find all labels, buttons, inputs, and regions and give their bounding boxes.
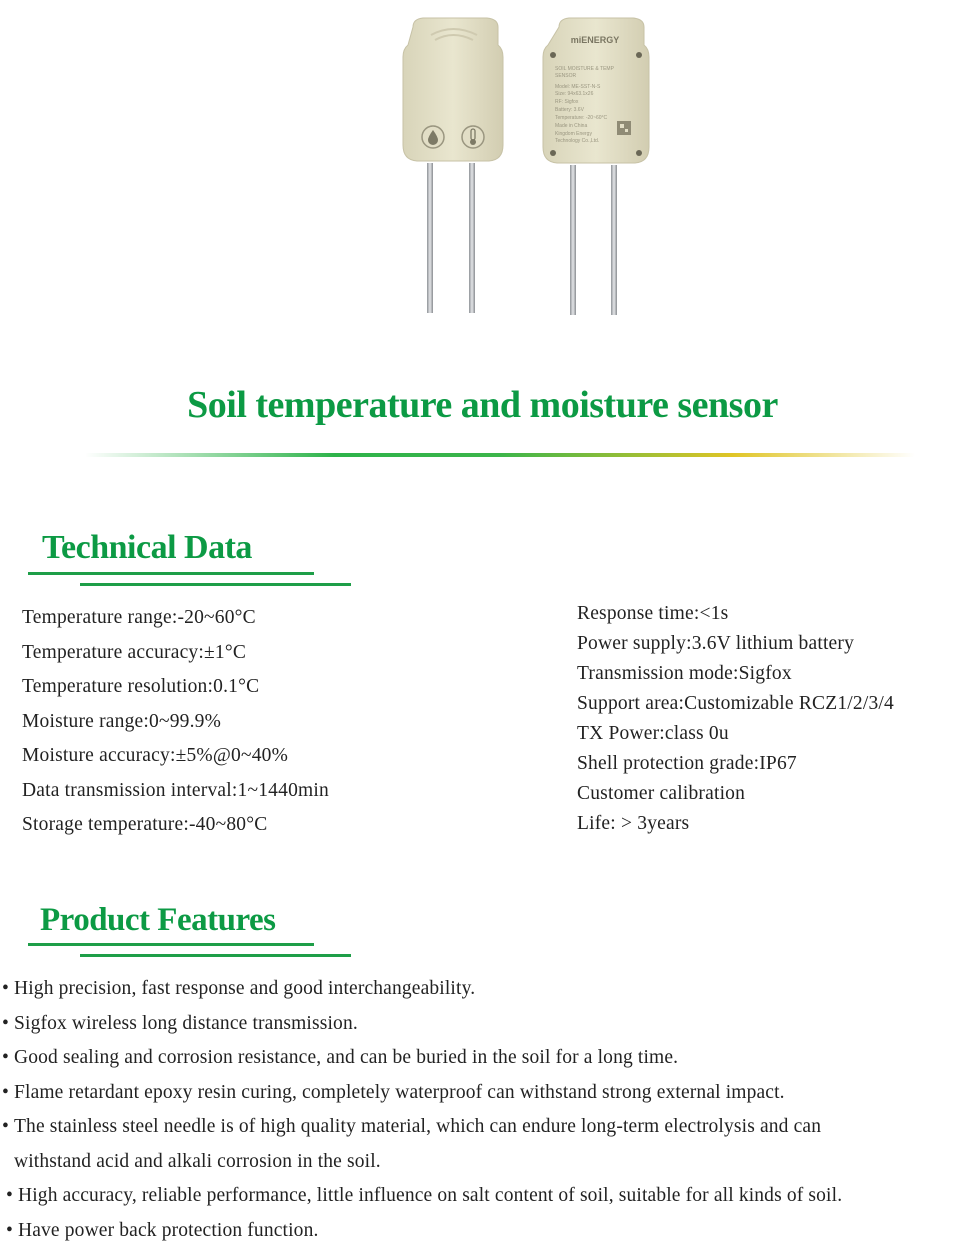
spec-item: Temperature range:-20~60°C	[22, 601, 329, 636]
product-features-heading: Product Features	[40, 904, 276, 937]
feature-item	[0, 1214, 965, 1248]
feature-item	[0, 1110, 965, 1145]
product-image	[395, 15, 665, 320]
spec-item: Power supply:3.6V lithium battery	[577, 629, 894, 659]
spec-item: Temperature accuracy:±1°C	[22, 636, 329, 671]
feature-item	[0, 1007, 965, 1042]
heading-underline	[80, 583, 351, 586]
bullet: •	[2, 972, 14, 1007]
feature-text: Sigfox wireless long distance transmission.	[14, 1013, 358, 1034]
spec-item: Response time:<1s	[577, 599, 894, 629]
label-line: Made in China	[555, 123, 587, 129]
sensor-back-view	[543, 18, 649, 315]
label-line: Size: 94x63.1x26	[555, 91, 594, 97]
spec-item: Storage temperature:-40~80°C	[22, 808, 329, 843]
spec-item: Transmission mode:Sigfox	[577, 659, 894, 689]
feature-item	[0, 972, 965, 1007]
feature-list	[0, 972, 965, 1248]
bullet: •	[2, 1007, 14, 1042]
feature-item	[0, 1041, 965, 1076]
spec-item: TX Power:class 0u	[577, 719, 894, 749]
spec-list-left	[22, 601, 329, 843]
title-divider	[85, 453, 915, 457]
spec-item: Customer calibration	[577, 779, 894, 809]
feature-text: The stainless steel needle is of high quality material, which can endure long-term electrolysis and can	[14, 1116, 821, 1137]
feature-text: Flame retardant epoxy resin curing, completely waterproof can withstand strong external impact.	[14, 1082, 785, 1103]
bullet: •	[2, 1076, 14, 1111]
feature-text: Have power back protection function.	[18, 1220, 319, 1241]
spec-item: Shell protection grade:IP67	[577, 749, 894, 779]
feature-item-continued	[0, 1145, 965, 1180]
spec-list-right	[577, 599, 894, 839]
bullet: •	[2, 1110, 14, 1145]
spec-item: Data transmission interval:1~1440min	[22, 774, 329, 809]
label-line: Battery: 3.6V	[555, 107, 585, 113]
spec-item: Temperature resolution:0.1°C	[22, 670, 329, 705]
feature-text: High precision, fast response and good interchangeability.	[14, 978, 475, 999]
spec-item: Moisture range:0~99.9%	[22, 705, 329, 740]
label-line: Temperature: -20~60°C	[555, 115, 608, 121]
label-line: RF: Sigfox	[555, 99, 579, 105]
spec-item: Moisture accuracy:±5%@0~40%	[22, 739, 329, 774]
label-line: Kingdom Energy	[555, 131, 592, 137]
feature-item	[0, 1076, 965, 1111]
label-line: SENSOR	[555, 73, 577, 79]
label-line: SOIL MOISTURE & TEMP	[555, 66, 615, 72]
heading-underline	[80, 954, 351, 957]
bullet: •	[6, 1214, 18, 1248]
label-line: Technology Co.,Ltd.	[555, 138, 599, 144]
sensor-front-view	[403, 18, 503, 313]
feature-item	[0, 1179, 965, 1214]
spec-item: Support area:Customizable RCZ1/2/3/4	[577, 689, 894, 719]
spec-item: Life: > 3years	[577, 809, 894, 839]
heading-underline	[28, 572, 314, 575]
feature-text: withstand acid and alkali corrosion in the soil.	[14, 1151, 381, 1172]
technical-data-heading: Technical Data	[42, 531, 252, 565]
bullet: •	[2, 1041, 14, 1076]
page-title: Soil temperature and moisture sensor	[0, 383, 965, 427]
label-line: Model: ME-SST-N-S	[555, 84, 601, 90]
bullet: •	[6, 1179, 18, 1214]
feature-text: Good sealing and corrosion resistance, and can be buried in the soil for a long time.	[14, 1047, 678, 1068]
brand-label: miENERGY	[571, 35, 620, 45]
feature-text: High accuracy, reliable performance, little influence on salt content of soil, suitable for all kinds of soil.	[18, 1185, 842, 1206]
heading-underline	[28, 943, 314, 946]
